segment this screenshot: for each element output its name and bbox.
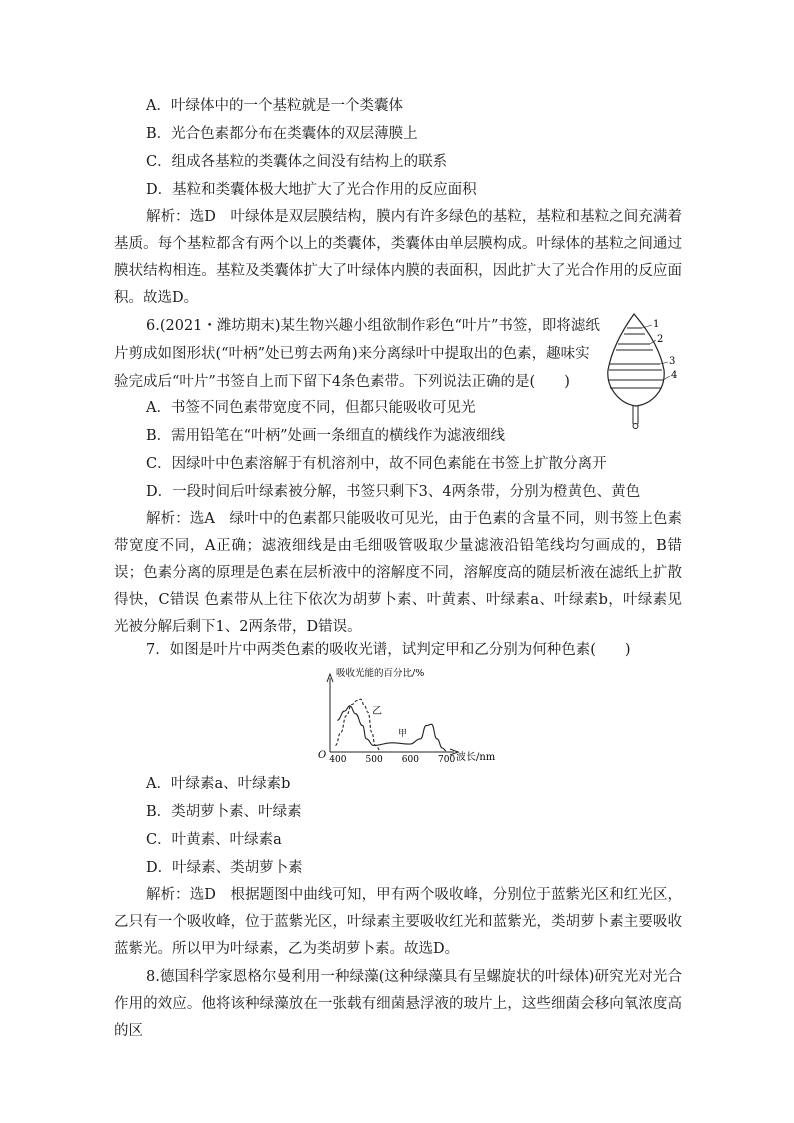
- x-tick-label-600: 600: [401, 755, 419, 765]
- q5-option-c: C．组成各基粒的类囊体之间没有结构上的联系: [146, 154, 448, 170]
- q5-analysis: 解析：选D 叶绿体是双层膜结构，膜内有许多绿色的基粒，基粒和基粒之间充满着基质。每个基粒都含有两个以上的类囊体，类囊体由单层膜构成。叶绿体的基粒之间通过膜状结构相连。基粒及类囊体扩大了叶绿体内膜的表面积，因此扩大了光合作用的反应面积。故选D。: [114, 209, 682, 306]
- q7-analysis: 解析：选D 根据题图中曲线可知，甲有两个吸收峰，分别位于蓝紫光区和红光区，乙只有一个吸收峰，位于蓝紫光区，叶绿素主要吸收红光和蓝紫光，类胡萝卜素主要吸收蓝紫光。所以甲为叶绿素，乙为类胡萝卜素。故选D。: [114, 887, 682, 957]
- series-jia-curve: [337, 706, 446, 751]
- series-jia-label: 甲: [398, 729, 408, 739]
- q5-option-b: B．光合色素都分布在类囊体的双层薄膜上: [146, 126, 418, 142]
- q7-option-c: C．叶黄素、叶绿素a: [146, 832, 282, 848]
- q8-text: 8.德国科学家恩格尔曼利用一种绿藻(这种绿藻具有呈螺旋状的叶绿体)研究光对光合作用的效应。他将该种绿藻放在一张载有细菌悬浮液的玻片上，这些细菌会移向氧浓度高的区: [114, 969, 682, 1039]
- leaf-petiole: [633, 406, 638, 424]
- q6-option-b: B．需用铅笔在“叶柄”处画一条细直的横线作为滤液细线: [146, 428, 505, 444]
- leaf-label-4: 4: [671, 370, 678, 381]
- leaf-label-2: 2: [657, 334, 664, 345]
- q7-option-b: B．类胡萝卜素、叶绿素: [146, 804, 302, 820]
- leader-3: [660, 362, 668, 364]
- leaf-label-3: 3: [669, 356, 676, 367]
- x-axis-label: 波长/nm: [456, 752, 496, 763]
- q7-option-a: A．叶绿素a、叶绿素b: [146, 776, 291, 792]
- q6-analysis: 解析：选A 绿叶中的色素都只能吸收可见光，由于色素的含量不同，则书签上色素带宽度不同，A正确；滤液细线是由毛细吸管吸取少量滤液沿铅笔线均匀画成的，B错误；色素分离的原理是色素在层析液中的溶解度不同，溶解度高的随层析液在滤纸上扩散得快，C错误 色素带从上往下依次为胡萝卜素、叶黄素、叶绿素a、叶绿素b，叶绿素见光被分解后剩下1、2两条带，D错误。: [114, 511, 682, 635]
- q6-stem-line-2: 片剪成如图形状(“叶柄”处已剪去两角)来分离绿叶中提取出的色素，趣味实: [114, 346, 590, 362]
- q7-stem: 7．如图是叶片中两类色素的吸收光谱，试判定甲和乙分别为何种色素( ): [146, 642, 631, 658]
- q6-stem-line-3: 验完成后“叶片”书签自上而下留下4条色素带。下列说法正确的是( ): [114, 374, 570, 390]
- q6-option-c: C．因绿叶中色素溶解于有机溶剂中，故不同色素能在书签上扩散分离开: [146, 456, 607, 472]
- q5-option-a: A．叶绿体中的一个基粒就是一个类囊体: [146, 98, 403, 114]
- q6-stem-line-1: 6.(2021・潍坊期末)某生物兴趣小组欲制作彩色“叶片”书签，即将滤纸: [146, 318, 600, 334]
- petiole-end: [633, 424, 638, 429]
- x-tick-label-400: 400: [329, 755, 347, 765]
- x-tick-labels: [329, 755, 455, 765]
- q5-option-d: D．基粒和类囊体极大地扩大了光合作用的反应面积: [146, 182, 477, 198]
- q6-option-d: D．一段时间后叶绿素被分解，书签只剩下3、4两条带，分别为橙黄色、黄色: [146, 484, 641, 500]
- q7-option-d: D．叶绿素、类胡萝卜素: [146, 860, 303, 876]
- x-tick-label-500: 500: [365, 755, 383, 765]
- origin-label: O: [318, 750, 327, 761]
- series-yi-label: 乙: [372, 706, 382, 717]
- leaf-label-1: 1: [653, 319, 660, 330]
- leaf-bookmark-figure: [600, 308, 684, 438]
- q6-option-a: A．书签不同色素带宽度不同，但都只能吸收可见光: [146, 400, 476, 416]
- absorption-spectrum-chart: [316, 664, 516, 768]
- x-tick-label-700: 700: [438, 755, 456, 765]
- y-axis-label: 吸收光能的百分比/%: [336, 668, 425, 679]
